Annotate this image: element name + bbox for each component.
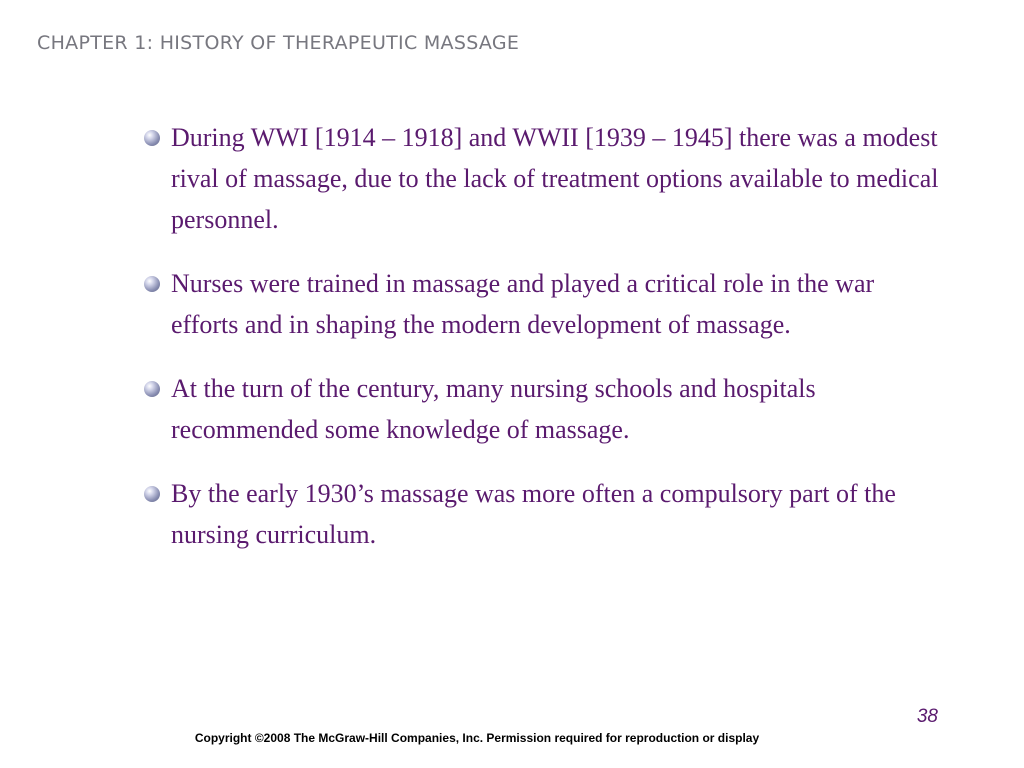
bullet-item <box>142 368 942 450</box>
sphere-bullet-icon <box>144 276 160 292</box>
sphere-bullet-icon <box>144 381 160 397</box>
bullet-text: At the turn of the century, many nursing schools and hospitals recommended some knowledge of massage. <box>171 374 816 444</box>
bullet-list <box>142 117 942 578</box>
bullet-item <box>142 263 942 345</box>
bullet-item <box>142 117 942 240</box>
slide-header: CHAPTER 1: HISTORY OF THERAPEUTIC MASSAGE <box>37 32 520 54</box>
bullet-text: By the early 1930’s massage was more often a compulsory part of the nursing curriculum. <box>171 479 896 549</box>
page-number: 38 <box>916 706 938 727</box>
copyright-notice: Copyright ©2008 The McGraw-Hill Companies, Inc. Permission required for reproduction or display <box>194 731 760 745</box>
sphere-bullet-icon <box>144 486 160 502</box>
bullet-text: Nurses were trained in massage and played a critical role in the war efforts and in shaping the modern development of massage. <box>171 269 875 339</box>
bullet-text: During WWI [1914 – 1918] and WWII [1939 – 1945] there was a modest rival of massage, due to the lack of treatment options available to medical personnel. <box>171 123 939 234</box>
sphere-bullet-icon <box>144 130 160 146</box>
bullet-item <box>142 473 942 555</box>
